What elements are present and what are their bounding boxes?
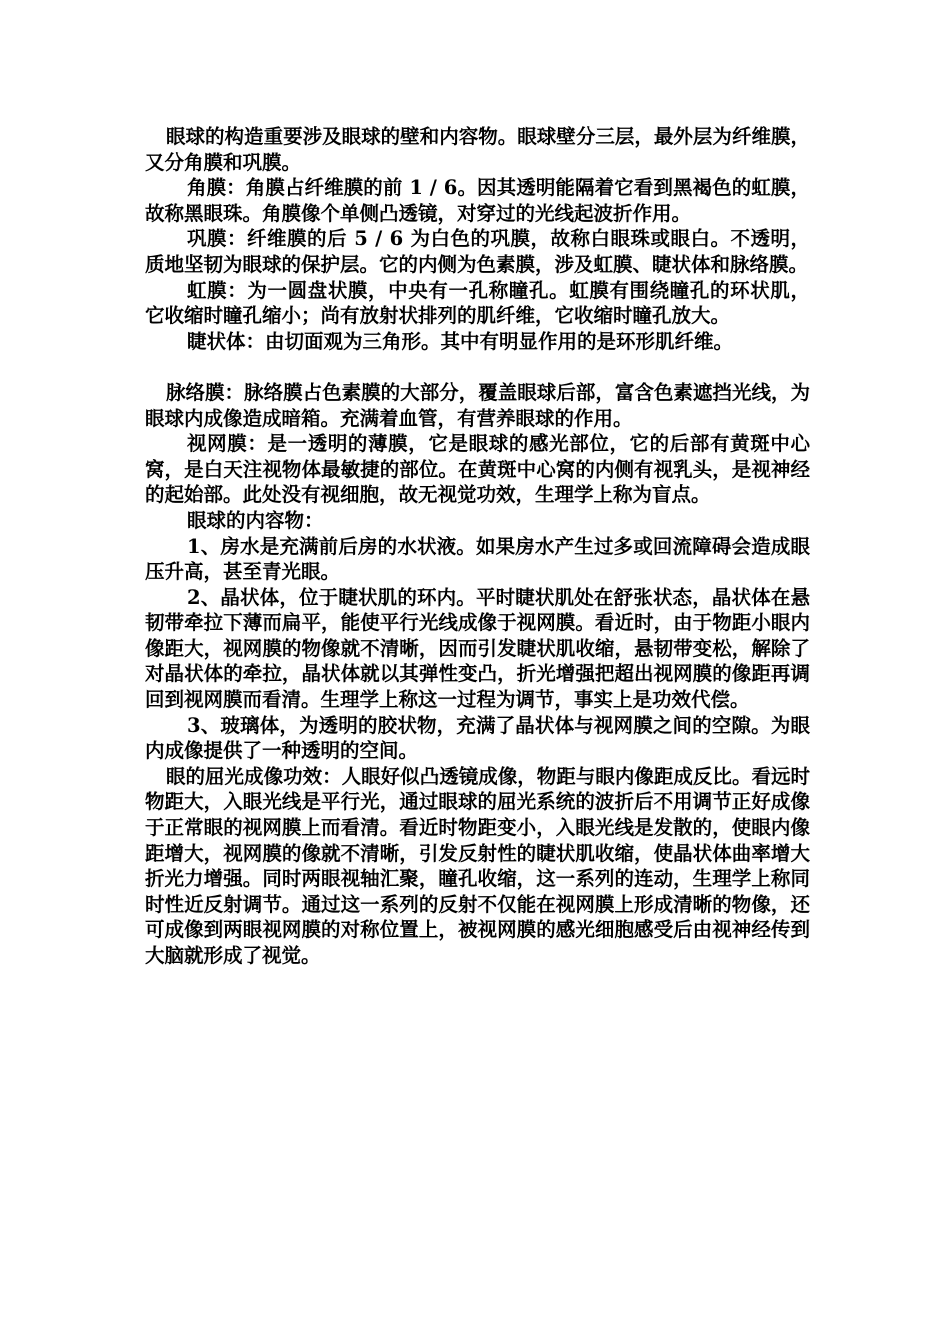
paragraph-sclera: 巩膜：纤维膜的后 5 / 6 为白色的巩膜，故称白眼珠或眼白。不透明，质地坚韧为眼球的保护层。它的内侧为色素膜，涉及虹膜、睫状体和脉络膜。 bbox=[145, 227, 810, 276]
paragraph-iris: 虹膜：为一圆盘状膜，中央有一孔称瞳孔。虹膜有围绕瞳孔的环状肌，它收缩时瞳孔缩小；尚有放射状排列的肌纤维，它收缩时瞳孔放大。 bbox=[145, 278, 810, 328]
paragraph-contents-heading: 眼球的内容物： bbox=[187, 508, 324, 532]
paragraph-aqueous-humor: 1、房水是充满前后房的水状液。如果房水产生过多或回流障碍会造成眼压升高，甚至青光眼。 bbox=[145, 534, 810, 584]
paragraph-eyeball-structure: 眼球的构造重要涉及眼球的壁和内容物。眼球壁分三层，最外层为纤维膜，又分角膜和巩膜。 bbox=[145, 125, 810, 174]
paragraph-retina: 视网膜：是一透明的薄膜，它是眼球的感光部位，它的后部有黄斑中心窝，是白天注视物体最敏捷的部位。在黄斑中心窝的内侧有视乳头，是视神经的起始部。此处没有视细胞，故无视觉功效，生理学上称为盲点。 bbox=[145, 432, 810, 507]
paragraph-lens: 2、晶状体，位于睫状肌的环内。平时睫状肌处在舒张状态，晶状体在悬韧带牵拉下薄而扁平，能使平行光线成像于视网膜。看近时，由于物距小眼内像距大，视网膜的物像就不清晰，因而引发睫状肌收缩，悬韧带变松，解除了对晶状体的牵拉，晶状体就以其弹性变凸，折光增强把超出视网膜的像距再调回到视网膜而看清。生理学上称这一过程为调节，事实上是功效代偿。 bbox=[145, 585, 810, 712]
paragraph-cornea: 角膜：角膜占纤维膜的前 1 / 6。因其透明能隔着它看到黑褐色的虹膜，故称黑眼珠。角膜像个单侧凸透镜，对穿过的光线起波折作用。 bbox=[145, 176, 810, 225]
paragraph-refraction: 眼的屈光成像功效：人眼好似凸透镜成像，物距与眼内像距成反比。看远时物距大，入眼光线是平行光，通过眼球的屈光系统的波折后不用调节正好成像于正常眼的视网膜上而看清。看近时物距变小，入眼光线是发散的，使眼内像距增大，视网膜的像就不清晰，引发反射性的睫状肌收缩，使晶状体曲率增大折光力增强。同时两眼视轴汇聚，瞳孔收缩，这一系列的连动，生理学上称同时性近反射调节。通过这一系列的反射不仅能在视网膜上形成清晰的物像，还可成像到两眼视网膜的对称位置上，被视网膜的感光细胞感受后由视神经传到大脑就形成了视觉。 bbox=[145, 764, 810, 967]
paragraph-spacer bbox=[145, 354, 810, 380]
document-body bbox=[145, 124, 810, 969]
paragraph-ciliary-body: 睫状体：由切面观为三角形。其中有明显作用的是环形肌纤维。 bbox=[187, 329, 734, 353]
paragraph-vitreous-body: 3、玻璃体，为透明的胶状物，充满了晶状体与视网膜之间的空隙。为眼内成像提供了一种透明的空间。 bbox=[145, 713, 810, 763]
paragraph-choroid: 脉络膜：脉络膜占色素膜的大部分，覆盖眼球后部，富含色素遮挡光线，为眼球内成像造成暗箱。充满着血管，有营养眼球的作用。 bbox=[145, 380, 810, 430]
